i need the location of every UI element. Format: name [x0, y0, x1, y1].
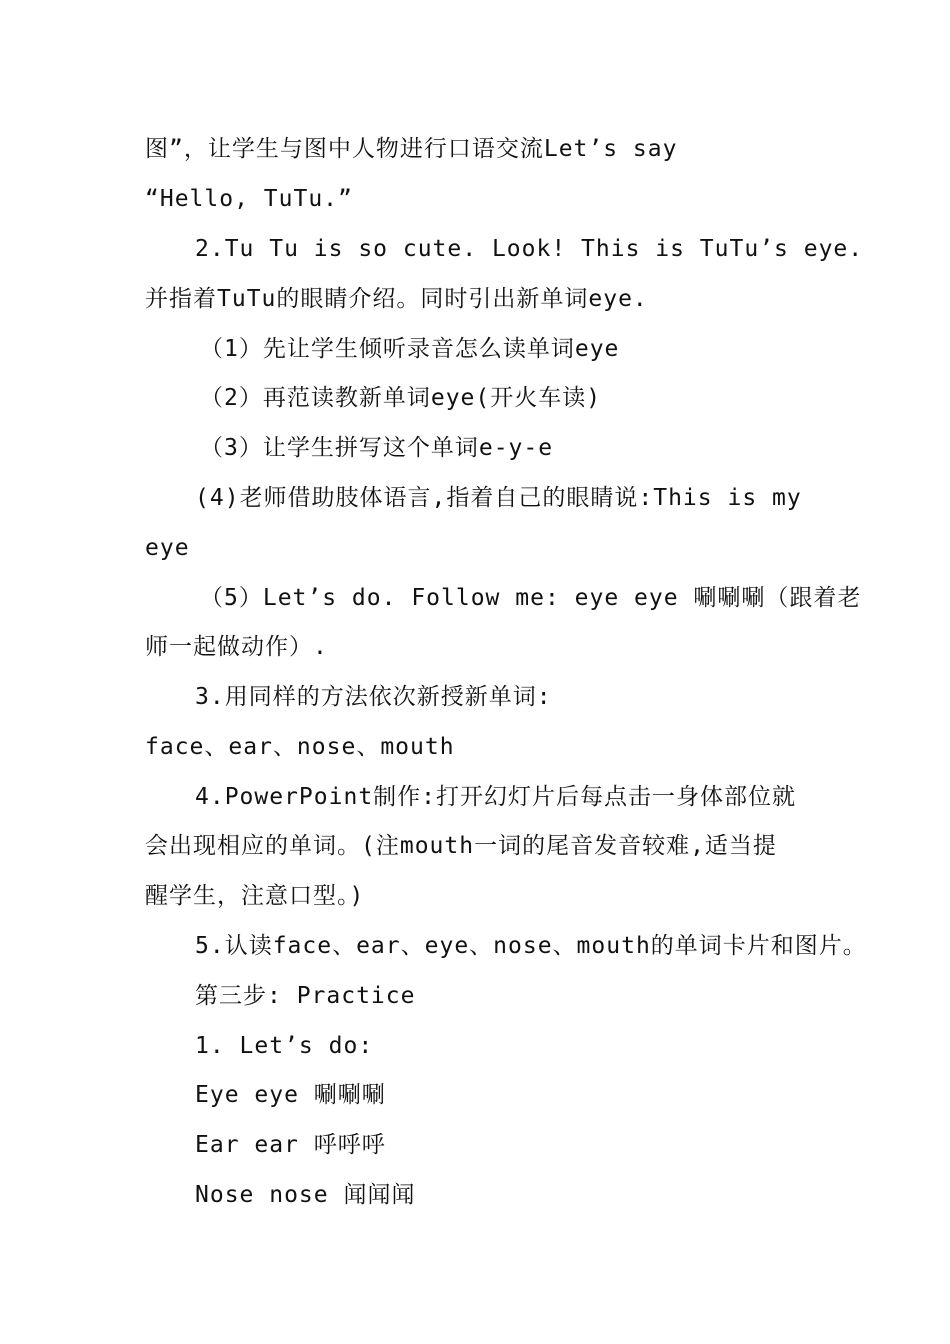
text-line: 并指着TuTu的眼睛介绍。同时引出新单词eye.	[145, 286, 648, 312]
text-line: (4)老师借助肢体语言,指着自己的眼睛说:This is my	[195, 485, 802, 511]
text-line: 师一起做动作）.	[145, 634, 328, 660]
text-line: face、ear、nose、mouth	[145, 734, 455, 760]
text-line: Nose nose 闻闻闻	[195, 1182, 416, 1208]
text-line: Ear ear 呼呼呼	[195, 1132, 386, 1158]
text-line: 会出现相应的单词。(注mouth一词的尾音发音较难,适当提	[145, 833, 777, 859]
section-heading: 第三步: Practice	[195, 983, 416, 1009]
text-line: （5）Let’s do. Follow me: eye eye 唰唰唰（跟着老	[200, 585, 862, 611]
text-line: 4.PowerPoint制作:打开幻灯片后每点击一身体部位就	[195, 784, 797, 810]
text-line: （1）先让学生倾听录音怎么读单词eye	[200, 336, 620, 362]
text-line: （2）再范读教新单词eye(开火车读)	[200, 385, 602, 411]
text-line: 1. Let’s do:	[195, 1033, 374, 1059]
text-line: （3）让学生拼写这个单词e-y-e	[200, 435, 554, 461]
text-line: 醒学生，注意口型。)	[145, 883, 365, 909]
text-line: Eye eye 唰唰唰	[195, 1082, 386, 1108]
text-line: 2.Tu Tu is so cute. Look! This is TuTu’s eye.	[195, 236, 864, 262]
text-line: 3.用同样的方法依次新授新单词:	[195, 684, 552, 710]
text-line: eye	[145, 535, 190, 561]
text-line: “Hello, TuTu.”	[145, 186, 353, 212]
text-line: 5.认读face、ear、eye、nose、mouth的单词卡片和图片。	[195, 933, 867, 959]
text-line: 图”，让学生与图中人物进行口语交流Let’s say	[145, 136, 678, 162]
